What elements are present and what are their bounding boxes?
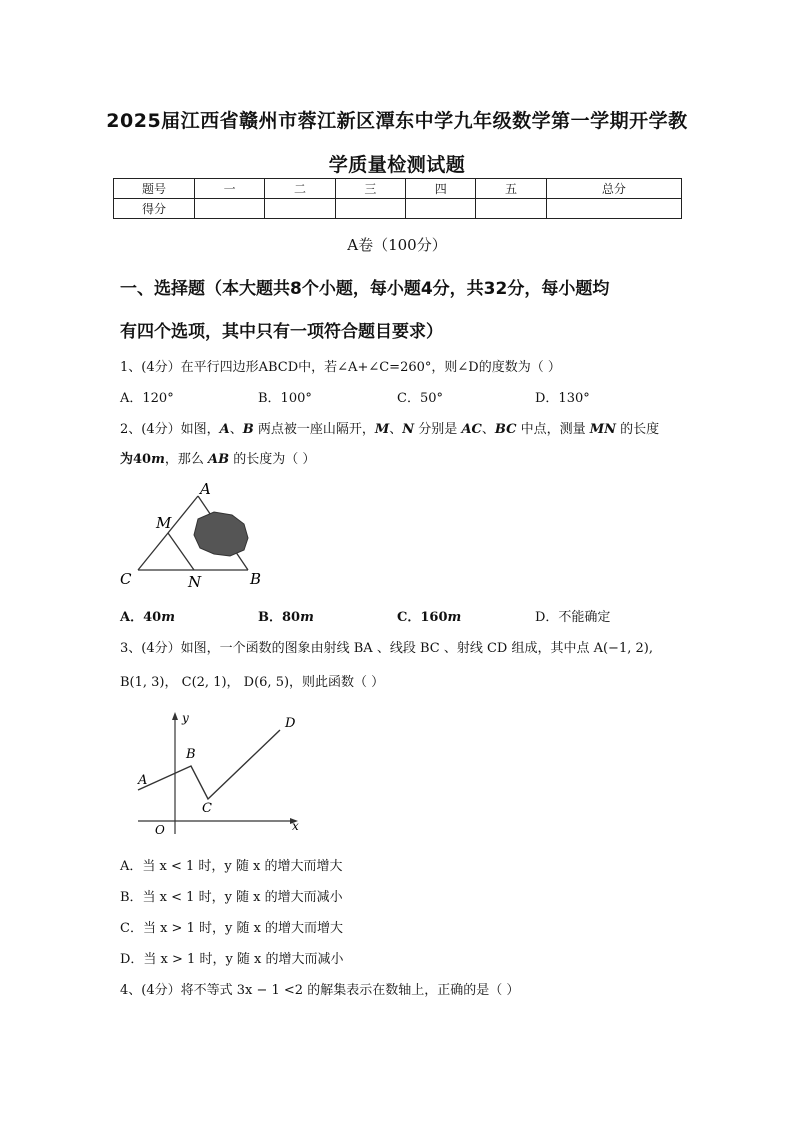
point-label-c: C xyxy=(202,801,212,816)
label-c: C xyxy=(120,570,132,588)
q2-option-a[interactable]: A．40m xyxy=(120,610,175,625)
q3-option-a[interactable]: A．当 x < 1 时，y 随 x 的增大而增大 xyxy=(120,859,343,874)
question-2-stem: 2、(4分）如图，A、B 两点被一座山隔开，M、N 分别是 AC、BC 中点，测量 MN 的长度 xyxy=(120,422,660,437)
label-a: A xyxy=(200,480,211,498)
score-cell[interactable] xyxy=(476,199,546,219)
q1-option-b[interactable]: B．100° xyxy=(258,391,312,406)
table-header-cell: 五 xyxy=(476,179,546,199)
point-label-a: A xyxy=(138,773,148,788)
point-label-b: B xyxy=(186,747,196,762)
q2-option-d[interactable]: D．不能确定 xyxy=(535,610,611,625)
table-header-cell: 三 xyxy=(335,179,405,199)
q1-option-d[interactable]: D．130° xyxy=(535,391,590,406)
point-label-d: D xyxy=(285,716,296,731)
axis-label-y: y xyxy=(182,711,189,725)
table-header-cell: 一 xyxy=(195,179,265,199)
page-title: 2025届江西省赣州市蓉江新区潭东中学九年级数学第一学期开学教 xyxy=(106,110,688,132)
question-4-stem: 4、(4分）将不等式 3x − 1 <2 的解集表示在数轴上，正确的是（ ） xyxy=(120,983,520,998)
page-title-continued: 学质量检测试题 xyxy=(328,154,466,176)
table-header-cell: 总分 xyxy=(546,179,681,199)
mountain-icon xyxy=(194,512,248,556)
q2-option-b[interactable]: B．80m xyxy=(258,610,314,625)
q1-option-a[interactable]: A．120° xyxy=(120,391,174,406)
q3-option-c[interactable]: C．当 x > 1 时，y 随 x 的增大而增大 xyxy=(120,921,344,936)
label-b: B xyxy=(250,570,262,588)
label-m: M xyxy=(156,514,172,532)
q3-option-d[interactable]: D．当 x > 1 时，y 随 x 的增大而减小 xyxy=(120,952,344,967)
q3-option-b[interactable]: B．当 x < 1 时，y 随 x 的增大而减小 xyxy=(120,890,343,905)
score-cell[interactable] xyxy=(546,199,681,219)
function-polyline xyxy=(138,730,280,799)
question-3-stem: 3、(4分）如图，一个函数的图象由射线 BA 、线段 BC 、射线 CD 组成，其中点 A(−1, 2), xyxy=(120,641,653,656)
label-n: N xyxy=(188,573,202,590)
table-row xyxy=(114,199,682,219)
table-header-cell: 题号 xyxy=(114,179,195,199)
part1-heading: 一、选择题（本大题共8个小题，每小题4分，共32分，每小题均 xyxy=(120,279,610,299)
table-header-cell: 四 xyxy=(406,179,476,199)
part1-heading-continued: 有四个选项，其中只有一项符合题目要求） xyxy=(120,322,443,342)
score-cell[interactable] xyxy=(406,199,476,219)
question-2-stem-continued: 为40m，那么 AB 的长度为（ ） xyxy=(120,452,316,467)
y-axis-arrow-icon xyxy=(172,712,178,720)
q1-option-c[interactable]: C．50° xyxy=(397,391,443,406)
section-a-heading: A卷（100分） xyxy=(347,236,447,254)
question-1-stem: 1、(4分）在平行四边形ABCD中，若∠A+∠C=260°，则∠D的度数为（ ） xyxy=(120,360,561,375)
q2-triangle-figure xyxy=(110,478,280,590)
q3-function-graph xyxy=(128,704,308,840)
score-table xyxy=(113,178,682,219)
score-cell[interactable] xyxy=(195,199,265,219)
axis-label-x: x xyxy=(292,819,299,833)
score-cell[interactable] xyxy=(265,199,335,219)
table-header-row xyxy=(114,179,682,199)
table-row-label: 得分 xyxy=(114,199,195,219)
origin-label: O xyxy=(155,823,165,837)
table-header-cell: 二 xyxy=(265,179,335,199)
score-cell[interactable] xyxy=(335,199,405,219)
question-3-stem-continued: B(1, 3)， C(2, 1)， D(6, 5)，则此函数（ ） xyxy=(120,675,385,690)
line-mn xyxy=(168,533,194,570)
q2-option-c[interactable]: C．160m xyxy=(397,610,462,625)
